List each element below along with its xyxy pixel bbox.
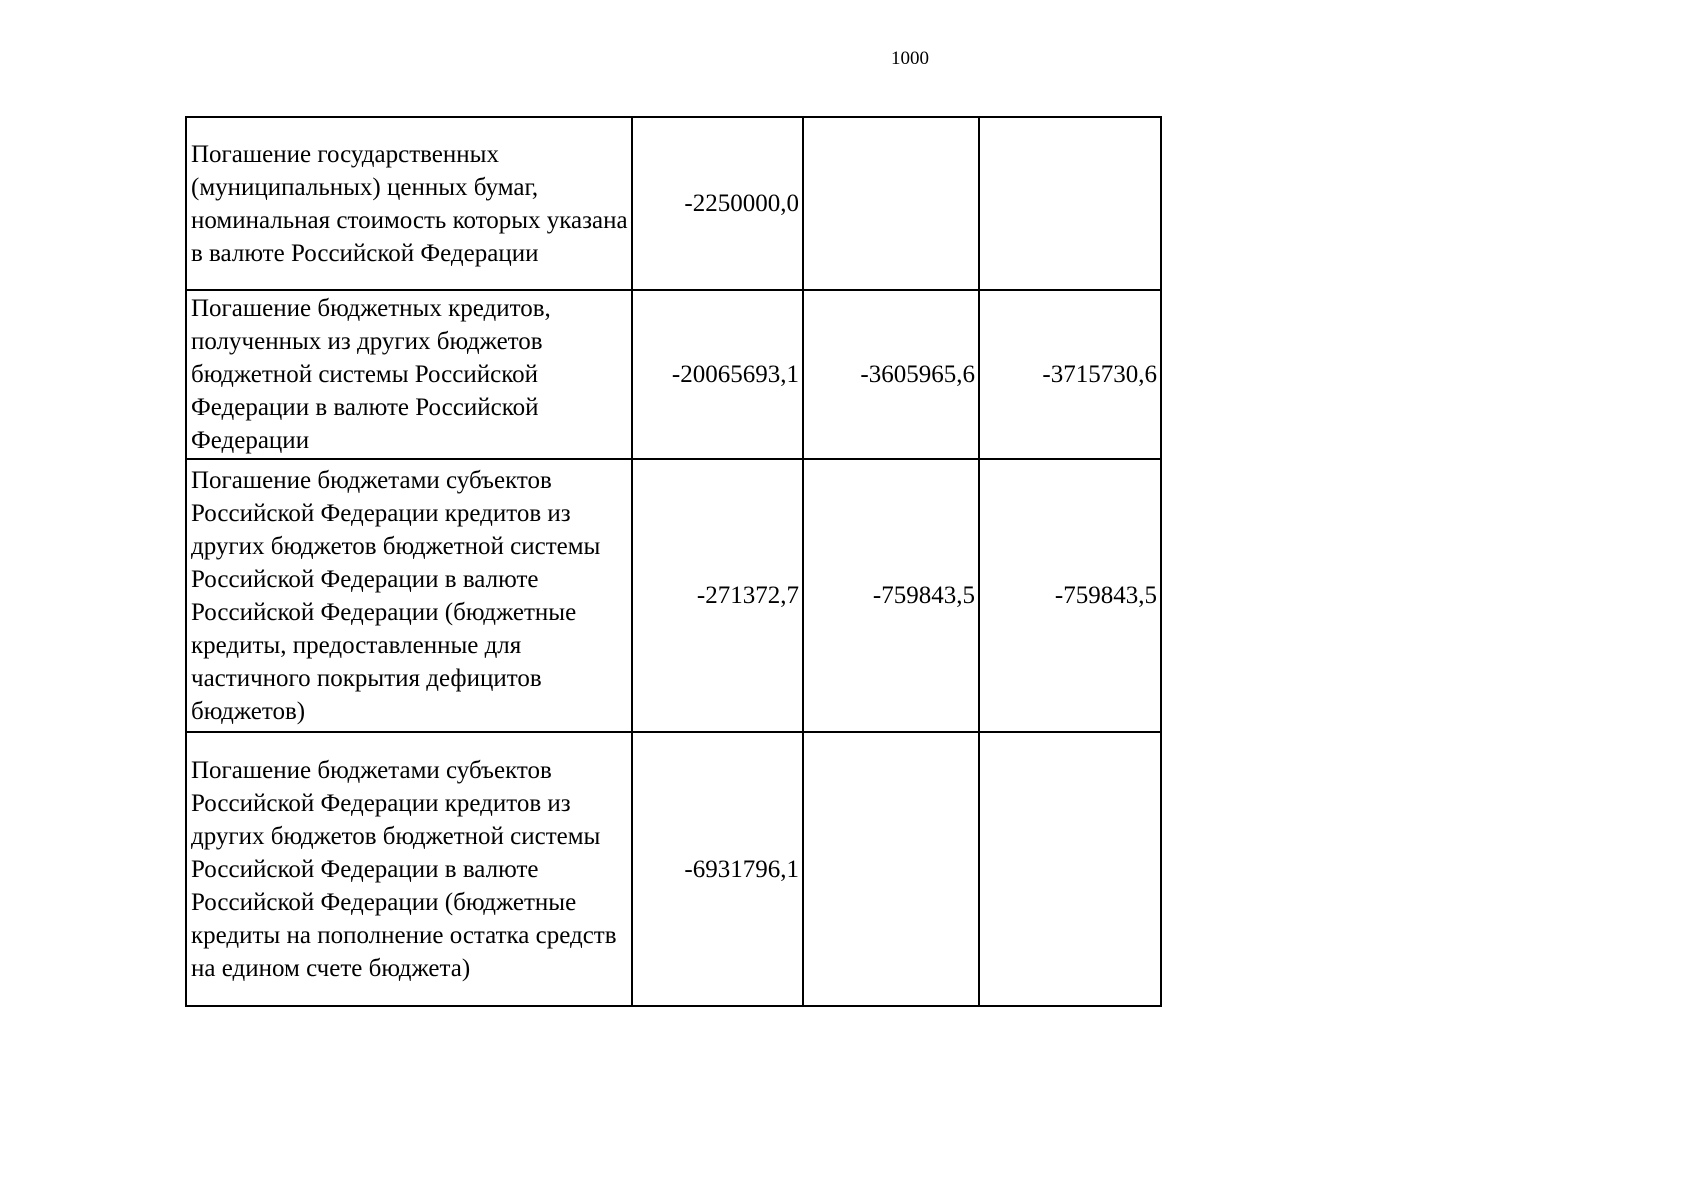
value-cell-year-3: -759843,5 xyxy=(979,459,1161,732)
value-cell-year-2: -3605965,6 xyxy=(803,290,979,459)
budget-table xyxy=(185,116,1162,1007)
value-cell-year-1: -6931796,1 xyxy=(632,732,803,1006)
row-description: Погашение бюджетами субъектов Российской Федерации кредитов из других бюджетов бюджетной системы Российской Федерации в валюте Российской Федерации (бюджетные кредиты на пополнение остатка средств на едином счете бюджета) xyxy=(186,732,632,1006)
value-cell-year-2 xyxy=(803,117,979,290)
table-row xyxy=(186,459,1161,732)
table-row xyxy=(186,117,1161,290)
value-cell-year-2 xyxy=(803,732,979,1006)
table-row xyxy=(186,732,1161,1006)
value-cell-year-3 xyxy=(979,117,1161,290)
value-cell-year-3: -3715730,6 xyxy=(979,290,1161,459)
value-cell-year-1: -271372,7 xyxy=(632,459,803,732)
value-cell-year-1: -20065693,1 xyxy=(632,290,803,459)
value-cell-year-3 xyxy=(979,732,1161,1006)
row-description: Погашение бюджетами субъектов Российской Федерации кредитов из других бюджетов бюджетной системы Российской Федерации в валюте Российской Федерации (бюджетные кредиты, предоставленные для частичного покрытия дефицитов бюджетов) xyxy=(186,459,632,732)
table-row xyxy=(186,290,1161,459)
value-cell-year-2: -759843,5 xyxy=(803,459,979,732)
row-description: Погашение бюджетных кредитов, полученных из других бюджетов бюджетной системы Российской Федерации в валюте Российской Федерации xyxy=(186,290,632,459)
row-description: Погашение государственных (муниципальных) ценных бумаг, номинальная стоимость которых указана в валюте Российской Федерации xyxy=(186,117,632,290)
page-number: 1000 xyxy=(891,48,929,69)
value-cell-year-1: -2250000,0 xyxy=(632,117,803,290)
